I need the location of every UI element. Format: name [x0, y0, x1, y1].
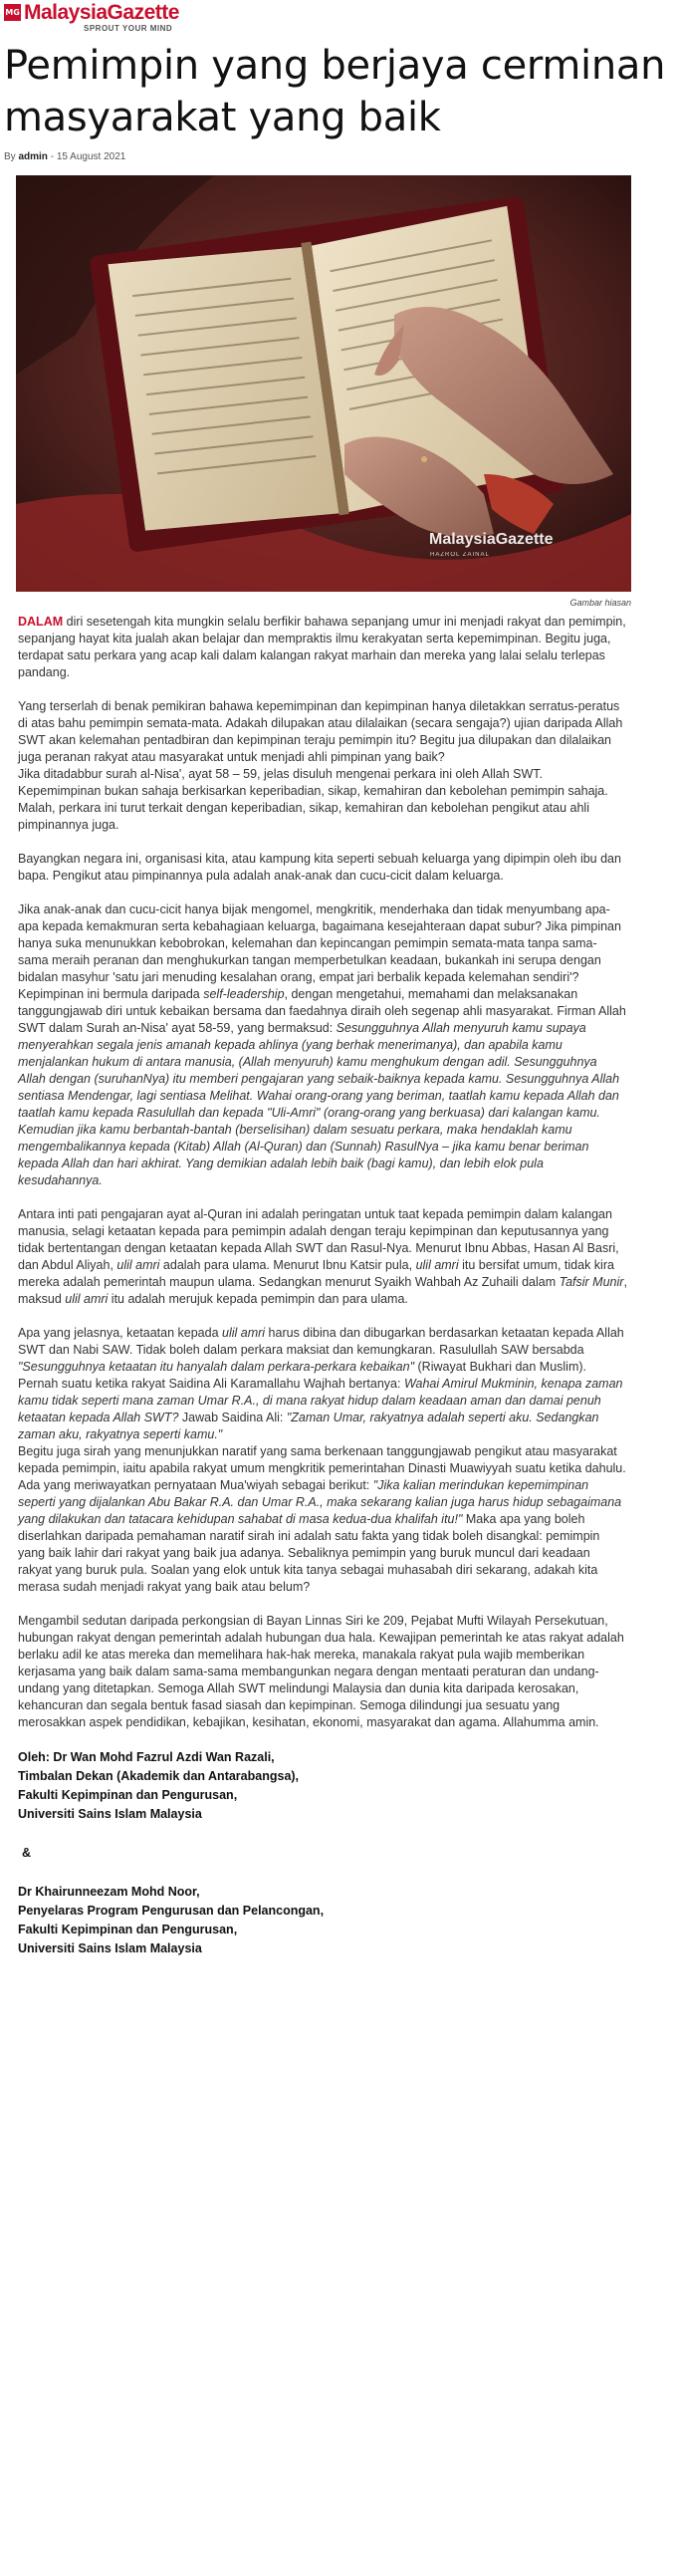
paragraph: Begitu juga sirah yang menunjukkan naratif yang sama berkenaan tanggungjawab pengikut atau masyarakat kepada pemimpin, iaitu apabila rakyat umum mengkritik pemerintahan Dinasti Muawiyyah suatu ketika dahulu. Ada yang meriwayatkan pernyataan Mua'wiyah sebagai berikut: "Jika kalian merindukan kepemimpinan seperti yang dijalankan Abu Bakar R.A. dan Umar R.A., maka sekarang kalian juga harus hidup sebagaimana yang dilakukan dan tatacara kehidupan sahabat di masa kedua-dua khalifah itu!" Maka apa yang boleh diserlahkan daripada pemahaman naratif sirah ini adalah satu fakta yang tidak boleh disangkal: pemimpin yang baik lahir dari rakyat yang baik jua adanya. Sebaliknya pemimpin yang buruk muncul dari keadaan rakyat yang buruk pula. Soalan yang elok untuk kita tanya sebagai muhasabah diri sekarang, adakah kita merasa sudah menjadi rakyat yang baik atau belum?: [18, 1444, 626, 1594]
ampersand: &: [22, 1846, 32, 1860]
signature-line: Universiti Sains Islam Malaysia: [18, 1941, 202, 1955]
paragraph: DALAM diri sesetengah kita mungkin selalu berfikir bahawa sepanjang umur ini menjadi rakyat dan pemimpin, sepanjang hayat kita jualah akan belajar dan mempraktis ilmu kerakyatan serta kepemimpinan. Begitu juga, terdapat satu perkara yang acap kali dalam kalangan rakyat marhain dan mereka yang lalai selalu terlepas pandang.: [18, 615, 626, 679]
signature-line: Fakulti Kepimpinan dan Pengurusan,: [18, 1788, 238, 1802]
photo-watermark: MalaysiaGazette: [429, 531, 554, 548]
by-prefix: By: [4, 151, 16, 162]
site-header: [4, 2, 402, 42]
signature-line: Dr Khairunneezam Mohd Noor,: [18, 1885, 200, 1899]
date-separator: -: [50, 151, 55, 162]
site-tagline: SPROUT YOUR MIND: [84, 24, 173, 33]
signature-line: Fakulti Kepimpinan dan Pengurusan,: [18, 1923, 238, 1936]
byline: [4, 151, 125, 162]
photo-credit: HAZROL ZAINAL: [430, 552, 490, 558]
author-link[interactable]: admin: [18, 151, 48, 162]
paragraph: Mengambil sedutan daripada perkongsian di Bayan Linnas Siri ke 209, Pejabat Mufti Wilayah Persekutuan, hubungan rakyat dengan pemerintah adalah hubungan dua hala. Kewajipan pemerintah ke atas rakyat adalah berlaku adil ke atas mereka dan memelihara hak-hak mereka, manakala rakyat pula wajib memberikan kerjasama yang baik dalam sama-sama membangunkan negara dengan mentaati peraturan dan undang-undang yang ditetapkan. Semoga Allah SWT melindungi Malaysia dan dunia kita daripada kerosakan, kehancuran dan segala bentuk fasad siasah dan kepimpinan. Semoga dilindungi jua sesuatu yang merosakkan aspek pendidikan, kebajikan, kesihatan, ekonomi, masyarakat dan agama. Allahumma amin.: [18, 1614, 624, 1729]
signature-line: Universiti Sains Islam Malaysia: [18, 1807, 202, 1821]
image-caption: Gambar hiasan: [569, 598, 631, 608]
site-logo[interactable]: MalaysiaGazette: [24, 1, 179, 24]
paragraph: Apa yang jelasnya, ketaatan kepada ulil amri harus dibina dan dibugarkan berdasarkan ketaatan kepada Allah SWT dan Nabi SAW. Tidak boleh dalam perkara maksiat dan kemungkaran. Rasulullah SAW bersabda "Sesungguhnya ketaatan itu hanyalah dalam perkara-perkara kebaikan" (Riwayat Bukhari dan Muslim). Pernah suatu ketika rakyat Saidina Ali Karamallahu Wajhah bertanya: Wahai Amirul Mukminin, kenapa zaman kamu tidak seperti mana zaman Umar R.A., di mana rakyat hidup dalam keadaan aman dan damai penuh ketaatan kepada Allah SWT? Jawab Saidina Ali: "Zaman Umar, rakyatnya adalah seperti aku. Sedangkan zaman aku, rakyatnya seperti kamu.": [18, 1326, 624, 1441]
hero-image: [16, 175, 631, 592]
signature-line: Timbalan Dekan (Akademik dan Antarabangsa),: [18, 1769, 300, 1783]
paragraph: Kepimpinan ini bermula daripada self-leadership, dengan mengetahui, memahami dan melaksanakan tanggungjawab diri untuk kebaikan bersama dan faedahnya diraih oleh segenap ahli masyarakat. Firman Allah SWT dalam Surah an-Nisa' ayat 58-59, yang bermaksud: Sesungguhnya Allah menyuruh kamu supaya menyerahkan segala jenis amanah kepada ahlinya (yang berhak menerimanya), dan apabila kamu menjalankan hukum di antara manusia, (Allah menyuruh) kamu menghukum dengan adil. Sesungguhnya Allah dengan (suruhanNya) itu memberi pengajaran yang sebaik-baiknya kepada kamu. Sesungguhnya Allah sentiasa Mendengar, lagi sentiasa Melihat. Wahai orang-orang yang beriman, taatlah kamu kepada Allah dan taatlah kamu kepada Rasulullah dan kepada "Uli-Amri" (orang-orang yang berkuasa) dari kalangan kamu. Kemudian jika kamu berbantah-bantah (berselisihan) dalam sesuatu perkara, maka hendaklah kamu mengembalikannya kepada (Kitab) Allah (Al-Quran) dan (Sunnah) RasulNya – jika kamu benar beriman kepada Allah dan hari akhirat. Yang demikian adalah lebih baik (bagi kamu), dan lebih elok pula kesudahannya.: [18, 987, 626, 1187]
lead-word: DALAM: [18, 615, 64, 629]
author-signature: [18, 1748, 627, 1958]
paragraph: Bayangkan negara ini, organisasi kita, atau kampung kita seperti sebuah keluarga yang dipimpin oleh ibu dan bapa. Pengikut atau pimpinannya pula adalah anak-anak dan cucu-cicit dalam keluarga.: [18, 852, 621, 883]
article-title: Pemimpin yang berjaya cerminan masyarakat yang baik: [4, 43, 666, 140]
signature-line: Oleh: Dr Wan Mohd Fazrul Azdi Wan Razali,: [18, 1750, 275, 1764]
signature-line: Penyelaras Program Pengurusan dan Pelancongan,: [18, 1904, 325, 1918]
quran-reading-photo: [16, 175, 631, 592]
logo-badge[interactable]: MG: [4, 4, 21, 21]
paragraph: Jika anak-anak dan cucu-cicit hanya bijak mengomel, mengkritik, menderhaka dan tidak menyumbang apa-apa kepada kemakmuran serta kebahagiaan keluarga, bagaimana kesejahteraan dapat subur? Jika pimpinan hanya suka menunukkan kebobrokan, kelemahan dan kepincangan pemimpin semata-mata tanpa sama-sama meraih peranan dan menghukurkan tangan memperbetulkan keadaan, bukankah ini serupa dengan bidalan masyhur 'satu jari menuding kesalahan orang, empat jari berbalik kepada kelemahan sendiri'?: [18, 902, 621, 984]
paragraph: Antara inti pati pengajaran ayat al-Quran ini adalah peringatan untuk taat kepada pemimpin dalam kalangan manusia, selagi ketaatan kepada para pemimpin adalah dengan teraju kepimpinan dan keputusannya yang tidak bertentangan dengan ketaatan kepada Allah SWT dan Rasul-Nya. Menurut Ibnu Abbas, Hasan Al Basri, dan Abdul Aliyah, ulil amri adalah para ulama. Menurut Ibnu Katsir pula, ulil amri itu bersifat umum, tidak kira mereka adalah pemerintah maupun ulama. Sedangkan menurut Syaikh Wahbah Az Zuhaili dalam Tafsir Munir, maksud ulil amri itu adalah merujuk kepada pemimpin dan para ulama.: [18, 1207, 627, 1306]
paragraph: Jika ditadabbur surah al-Nisa', ayat 58 – 59, jelas disuluh mengenai perkara ini oleh Allah SWT. Kepemimpinan bukan sahaja berkisarkan keperibadian, sikap, kemahiran dan kebolehan pemimpin sahaja. Malah, perkara ini turut terkait dengan keperibadian, sikap, kemahiran dan kebolehan pengikut atau ahli pimpinannya juga.: [18, 767, 608, 832]
paragraph: Yang terserlah di benak pemikiran bahawa kepemimpinan dan kepimpinan hanya diletakkan serratus-peratus di atas bahu pemimpin semata-mata. Adakah dilupakan atau dilalaikan (secara sengaja?) ujian daripada Allah SWT akan kelemahan pentadbiran dan kepimpinan teraju pemimpin itu? Begitu jua dilupakan dan dilalaikan juga peranan rakyat atau masyarakat untuk menjadi ahli pimpinan yang baik?: [18, 699, 623, 764]
publish-date: 15 August 2021: [56, 151, 126, 162]
article-body: [18, 614, 627, 1958]
